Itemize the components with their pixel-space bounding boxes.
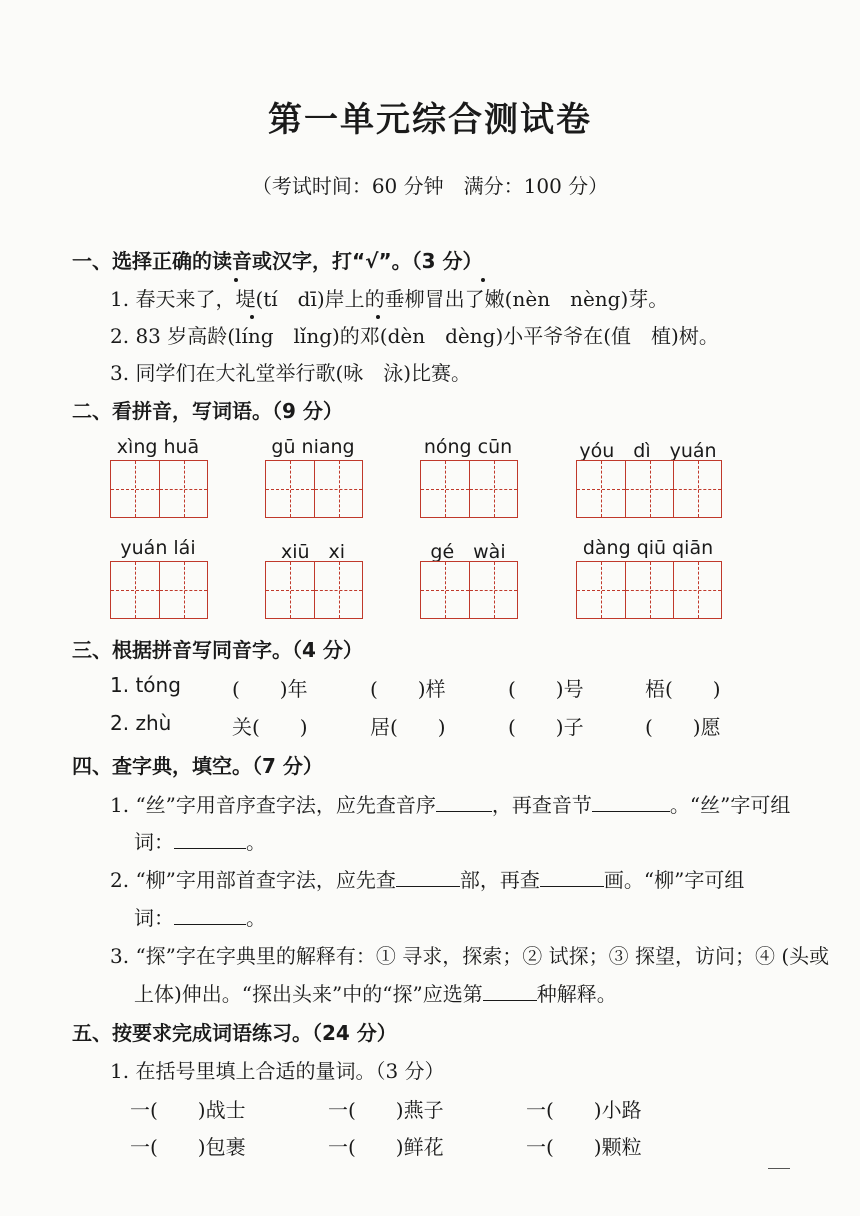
question-text: 2. “柳”字用部首查字法，应先查 bbox=[110, 868, 396, 892]
question-text: ，再查音节 bbox=[491, 793, 592, 817]
writing-grid[interactable] bbox=[110, 460, 208, 518]
question-1-2: 2. 83 岁高龄(líng lǐng)的邓(dèn dèng)小平爷爷在(值 植)树。 bbox=[110, 324, 719, 348]
pinyin-label: nóng cūn bbox=[423, 436, 513, 458]
section-1-heading: 一、选择正确的读音或汉字，打“√”。（3 分） bbox=[72, 249, 483, 273]
sub-question-5-1: 1. 在括号里填上合适的量词。（3 分） bbox=[110, 1059, 445, 1083]
pinyin-label: yóu dì yuán bbox=[579, 440, 717, 462]
question-text: 。“丝”字可组 bbox=[669, 793, 791, 817]
question-text: 1. “丝”字用音序查字法，应先查音序 bbox=[110, 793, 436, 817]
question-1-3: 3. 同学们在大礼堂举行歌(咏 泳)比赛。 bbox=[110, 361, 472, 385]
row-1-label: 1. tóng bbox=[110, 673, 181, 697]
question-text: 词： bbox=[134, 906, 174, 930]
question-text: 画。“柳”字可组 bbox=[603, 868, 745, 892]
question-4-2 bbox=[110, 864, 744, 893]
section-5-heading: 五、按要求完成词语练习。（24 分） bbox=[72, 1021, 397, 1045]
section-2-heading: 二、看拼音，写词语。（9 分） bbox=[72, 399, 343, 423]
homophone-blank[interactable]: ( )子 bbox=[508, 715, 584, 739]
question-4-1-cont bbox=[134, 826, 266, 855]
question-text: 词： bbox=[134, 830, 174, 854]
homophone-blank[interactable]: ( )年 bbox=[232, 677, 308, 701]
measure-word-blank[interactable]: 一( )颗粒 bbox=[526, 1135, 642, 1159]
question-4-2-cont bbox=[134, 902, 266, 931]
homophone-blank[interactable]: ( )号 bbox=[508, 677, 584, 701]
answer-blank[interactable] bbox=[174, 830, 246, 849]
question-text: 上体)伸出。“探出头来”中的“探”应选第 bbox=[134, 982, 483, 1006]
answer-blank[interactable] bbox=[174, 906, 246, 925]
question-text: 部，再查 bbox=[459, 868, 540, 892]
pinyin-label: yuán lái bbox=[120, 537, 196, 559]
emphasis-dot bbox=[250, 315, 254, 319]
section-3-heading: 三、根据拼音写同音字。（4 分） bbox=[72, 638, 363, 662]
question-text: 种解释。 bbox=[536, 982, 617, 1006]
pinyin-label: xiū xi bbox=[280, 541, 346, 563]
page-footer-dash bbox=[768, 1168, 790, 1169]
exam-info: （考试时间：60 分钟 满分：100 分） bbox=[251, 174, 609, 198]
emphasis-dot bbox=[481, 278, 485, 282]
answer-blank[interactable] bbox=[396, 868, 460, 887]
measure-word-blank[interactable]: 一( )鲜花 bbox=[328, 1135, 444, 1159]
homophone-blank[interactable]: 居( ) bbox=[370, 715, 446, 739]
homophone-blank[interactable]: 梧( ) bbox=[645, 677, 721, 701]
question-4-3: 3. “探”字在字典里的解释有：① 寻求，探索；② 试探；③ 探望，访问；④ (头或 bbox=[110, 944, 830, 968]
homophone-blank[interactable]: 关( ) bbox=[232, 715, 308, 739]
writing-grid[interactable] bbox=[420, 460, 518, 518]
emphasis-dot bbox=[376, 315, 380, 319]
writing-grid[interactable] bbox=[576, 460, 722, 518]
writing-grid[interactable] bbox=[265, 561, 363, 619]
row-2-label: 2. zhù bbox=[110, 711, 172, 735]
homophone-blank[interactable]: ( )愿 bbox=[645, 715, 721, 739]
pinyin-label: gū niang bbox=[271, 436, 355, 458]
measure-word-blank[interactable]: 一( )小路 bbox=[526, 1098, 642, 1122]
measure-word-blank[interactable]: 一( )包裹 bbox=[130, 1135, 246, 1159]
pinyin-label: dàng qiū qiān bbox=[582, 537, 714, 559]
question-text: 。 bbox=[246, 906, 266, 930]
page-title: 第一单元综合测试卷 bbox=[268, 100, 592, 140]
writing-grid[interactable] bbox=[110, 561, 208, 619]
question-1-1: 1. 春天来了，堤(tí dī)岸上的垂柳冒出了嫩(nèn nèng)芽。 bbox=[110, 287, 669, 311]
emphasis-dot bbox=[234, 278, 238, 282]
measure-word-blank[interactable]: 一( )战士 bbox=[130, 1098, 246, 1122]
writing-grid[interactable] bbox=[576, 561, 722, 619]
answer-blank[interactable] bbox=[592, 793, 670, 812]
pinyin-label: gé wài bbox=[430, 541, 506, 563]
section-4-heading: 四、查字典，填空。（7 分） bbox=[72, 754, 323, 778]
answer-blank[interactable] bbox=[436, 793, 492, 812]
answer-blank[interactable] bbox=[483, 982, 537, 1001]
pinyin-label: xìng huā bbox=[116, 436, 200, 458]
question-4-1 bbox=[110, 789, 790, 818]
question-4-3-cont bbox=[134, 978, 617, 1007]
question-text: 。 bbox=[246, 830, 266, 854]
measure-word-blank[interactable]: 一( )燕子 bbox=[328, 1098, 444, 1122]
writing-grid[interactable] bbox=[420, 561, 518, 619]
writing-grid[interactable] bbox=[265, 460, 363, 518]
homophone-blank[interactable]: ( )样 bbox=[370, 677, 446, 701]
answer-blank[interactable] bbox=[540, 868, 604, 887]
